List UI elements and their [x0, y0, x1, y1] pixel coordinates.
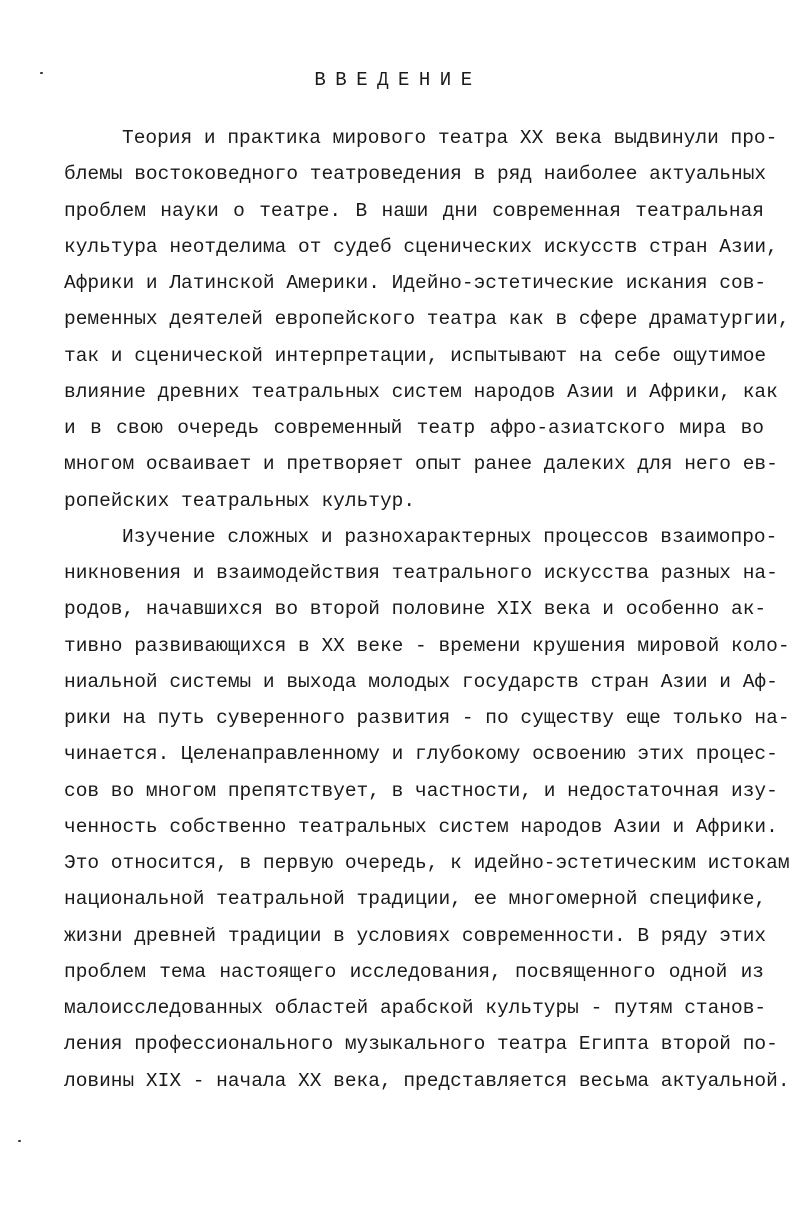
- text-line: Это относится, в первую очередь, к идейно-эстетическим истокам: [64, 852, 790, 874]
- text-line: Африки и Латинской Америки. Идейно-эстетические искания сов-: [64, 272, 767, 294]
- margin-speck-bottom: [18, 1140, 21, 1142]
- text-line: национальной театральной традиции, ее многомерной специфике,: [64, 888, 767, 911]
- text-line: ременных деятелей европейского театра как в сфере драматургии,: [64, 308, 790, 331]
- text-line: родов, начавшихся во второй половине XIX века и особенно ак-: [64, 598, 767, 621]
- text-line: блемы востоковедного театроведения в ряд наиболее актуальных: [64, 163, 767, 186]
- text-line: ления профессионального музыкального театра Египта второй по-: [64, 1033, 778, 1056]
- text-line: культура неотделима от судеб сценических искусств стран Азии,: [64, 235, 778, 258]
- text-line: ропейских театральных культур.: [64, 489, 416, 512]
- text-line: ченность собственно театральных систем народов Азии и Африки.: [64, 815, 778, 838]
- text-line: чинается. Целенаправленному и глубокому освоению этих процес-: [64, 743, 778, 766]
- text-line: жизни древней традиции в условиях современности. В ряду этих: [64, 924, 767, 947]
- text-line: проблем науки о театре. В наши дни современная театральная: [64, 199, 764, 222]
- text-line: тивно развивающихся в XX веке - времени крушения мировой коло-: [64, 634, 790, 657]
- text-line: Теория и практика мирового театра XX века выдвинули про-: [122, 127, 778, 149]
- text-line: ниальной системы и выхода молодых государств стран Азии и Аф-: [64, 670, 778, 693]
- text-line: влияние древних театральных систем народов Азии и Африки, как: [64, 380, 778, 403]
- text-line: ловины XIX - начала XX века, представляется весьма актуальной.: [64, 1069, 790, 1092]
- text-line: рики на путь суверенного развития - по существу еще только на-: [64, 707, 790, 729]
- text-line: малоисследованных областей арабской культуры - путям станов-: [64, 997, 767, 1019]
- page-title: ВВЕДЕНИЕ: [314, 69, 482, 91]
- text-line: многом осваивает и претворяет опыт ранее далеких для него ев-: [64, 453, 778, 476]
- text-line: никновения и взаимодействия театрального искусства разных на-: [64, 562, 778, 584]
- text-line: и в свою очередь современный театр афро-азиатского мира во: [64, 417, 764, 439]
- text-line: так и сценической интерпретации, испытывают на себе ощутимое: [64, 344, 767, 367]
- text-line: проблем тема настоящего исследования, посвященного одной из: [64, 960, 764, 983]
- text-line: Изучение сложных и разнохарактерных процессов взаимопро-: [122, 525, 778, 548]
- text-line: сов во многом препятствует, в частности, и недостаточная изу-: [64, 779, 778, 802]
- body-text: [64, 120, 790, 1099]
